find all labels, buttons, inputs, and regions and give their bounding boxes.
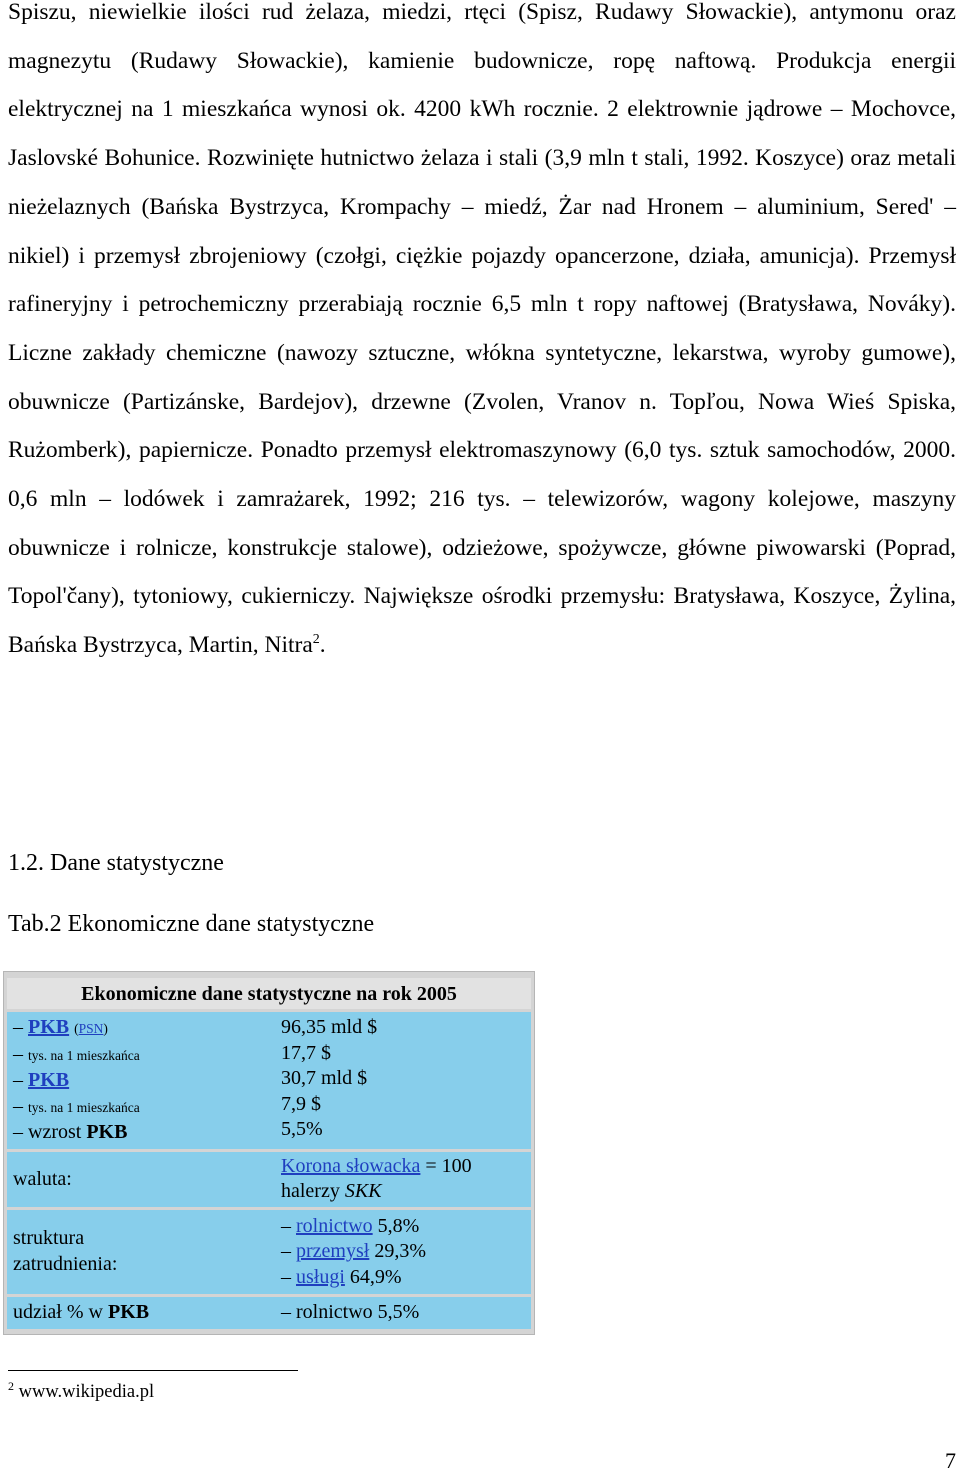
body-text-end: . [319, 632, 326, 659]
employment-item [281, 1214, 525, 1240]
footnote-number: 2 [8, 1379, 14, 1393]
gdp-value: 7,9 $ [281, 1092, 321, 1115]
psn-link[interactable]: PSN [78, 1021, 104, 1036]
footnote-divider [8, 1370, 298, 1371]
table-row-currency [7, 1152, 531, 1207]
page-number: 7 [945, 1448, 956, 1473]
gdp-label-per-capita-nominal [13, 1094, 269, 1121]
employment-values-cell [275, 1210, 531, 1295]
table-title: Ekonomiczne dane statystyczne na rok 2005 [7, 978, 531, 1009]
psn-paren: (PSN) [74, 1021, 108, 1036]
statistics-table [7, 975, 531, 1332]
employment-value: 29,3% [374, 1240, 426, 1262]
gdp-label-nominal [13, 1068, 269, 1094]
gdp-value: 17,7 $ [281, 1041, 331, 1064]
footnote-text: www.wikipedia.pl [18, 1382, 155, 1403]
employment-label-cell [7, 1210, 275, 1295]
table-header-row [7, 978, 531, 1009]
gdp-share-label: udział % w [13, 1301, 103, 1323]
gdp-share-label-cell [7, 1297, 275, 1329]
table-row-employment [7, 1210, 531, 1295]
dash: – [281, 1265, 291, 1288]
gdp-value: 30,7 mld $ [281, 1067, 368, 1089]
dash: – [13, 1016, 23, 1038]
pkb-link[interactable]: PKB [28, 1016, 70, 1038]
section-heading: 1.2. Dane statystyczne [8, 850, 224, 876]
pkb-link[interactable]: PKB [28, 1069, 70, 1091]
growth-label: wzrost [28, 1121, 82, 1143]
gdp-label-ppp [13, 1015, 269, 1042]
gdp-labels-cell [7, 1012, 275, 1149]
dash: – [13, 1069, 23, 1091]
gdp-value: 5,5% [281, 1118, 323, 1140]
currency-rest: = 100 [425, 1154, 472, 1177]
dash: – [13, 1121, 23, 1143]
gdp-values-cell [275, 1012, 531, 1149]
dash: – [281, 1240, 291, 1262]
per-capita-label: tys. na 1 mieszkańca [28, 1099, 140, 1115]
currency-label: waluta: [7, 1152, 275, 1207]
rolnictwo-link[interactable]: rolnictwo [296, 1214, 373, 1237]
gdp-label-growth [13, 1120, 269, 1146]
dash: – [281, 1214, 291, 1237]
dash: – [13, 1042, 23, 1065]
employment-value: 64,9% [349, 1265, 402, 1288]
currency-unit: halerzy [281, 1180, 340, 1202]
statistics-table-frame [3, 971, 535, 1335]
currency-line-1 [281, 1154, 525, 1180]
employment-item [281, 1265, 525, 1291]
currency-value-cell [275, 1152, 531, 1207]
employment-label-1: struktura [13, 1227, 85, 1250]
gdp-label-per-capita [13, 1042, 269, 1069]
body-paragraph [8, 0, 956, 670]
employment-value: 5,8% [377, 1214, 420, 1237]
growth-label-bold: PKB [86, 1121, 128, 1143]
currency-line-2 [281, 1179, 525, 1205]
footnote [8, 1379, 154, 1403]
table-caption: Tab.2 Ekonomiczne dane statystyczne [8, 911, 375, 937]
currency-code: SKK [344, 1180, 382, 1202]
table-row-gdp-share [7, 1297, 531, 1329]
currency-link[interactable]: Korona słowacka [281, 1154, 421, 1177]
employment-item [281, 1239, 525, 1265]
footnote-reference[interactable]: 2 [312, 632, 320, 648]
body-text: Spiszu, niewielkie ilości rud żelaza, miedzi, rtęci (Spisz, Rudawy Słowackie), antymonu oraz magnezytu (Rudawy Słowackie), kamienie budownicze, ropę naftową. Produkcja energii elektrycznej na 1 mieszkańca wynosi ok. 4200 kWh rocznie. 2 elektrownie jądrowe – Mochovce, Jaslovské Bohunice. Rozwinięte hutnictwo żelaza i stali (3,9 mln t stali, 1992. Koszyce) oraz metali nieżelaznych (Bańska Bystrzyca, Krompachy – miedź, Żar nad Hronem – aluminium, Sered' – nikiel) i przemysł zbrojeniowy (czołgi, ciężkie pojazdy opancerzone, działa, amunicja). Przemysł rafineryjny i petrochemiczny przerabiają rocznie 6,5 mln t ropy naftowej (Bratysława, Nováky). Liczne zakłady chemiczne (nawozy sztuczne, włókna syntetyczne, lekarstwa, wyroby gumowe), obuwnicze (Partizánske, Bardejov), drzewne (Zvolen, Vranov n. Topľou, Nowa Wieś Spiska, Rużomberk), papiernicze. Ponadto przemysł elektromaszynowy (6,0 tys. sztuk samochodów, 2000. 0,6 mln – lodówek i zamrażarek, 1992; 216 tys. – telewizorów, wagony kolejowe, maszyny obuwnicze i rolnicze, konstrukcje stalowe), odzieżowe, spożywcze, główne piwowarski (Poprad, Topol'čany), tytoniowy, cukierniczy. Największe ośrodki przemysłu: Bratysława, Koszyce, Żylina, Bańska Bystrzyca, Martin, Nitra [8, 0, 956, 659]
przemysl-link[interactable]: przemysł [296, 1240, 370, 1262]
per-capita-label: tys. na 1 mieszkańca [28, 1047, 140, 1063]
gdp-share-value: – rolnictwo 5,5% [275, 1297, 531, 1329]
gdp-share-label-bold: PKB [107, 1301, 150, 1323]
gdp-value: 96,35 mld $ [281, 1016, 378, 1038]
employment-label-2: zatrudnienia: [13, 1252, 118, 1275]
table-row-gdp [7, 1012, 531, 1149]
dash: – [13, 1094, 23, 1117]
uslugi-link[interactable]: usługi [296, 1265, 345, 1288]
